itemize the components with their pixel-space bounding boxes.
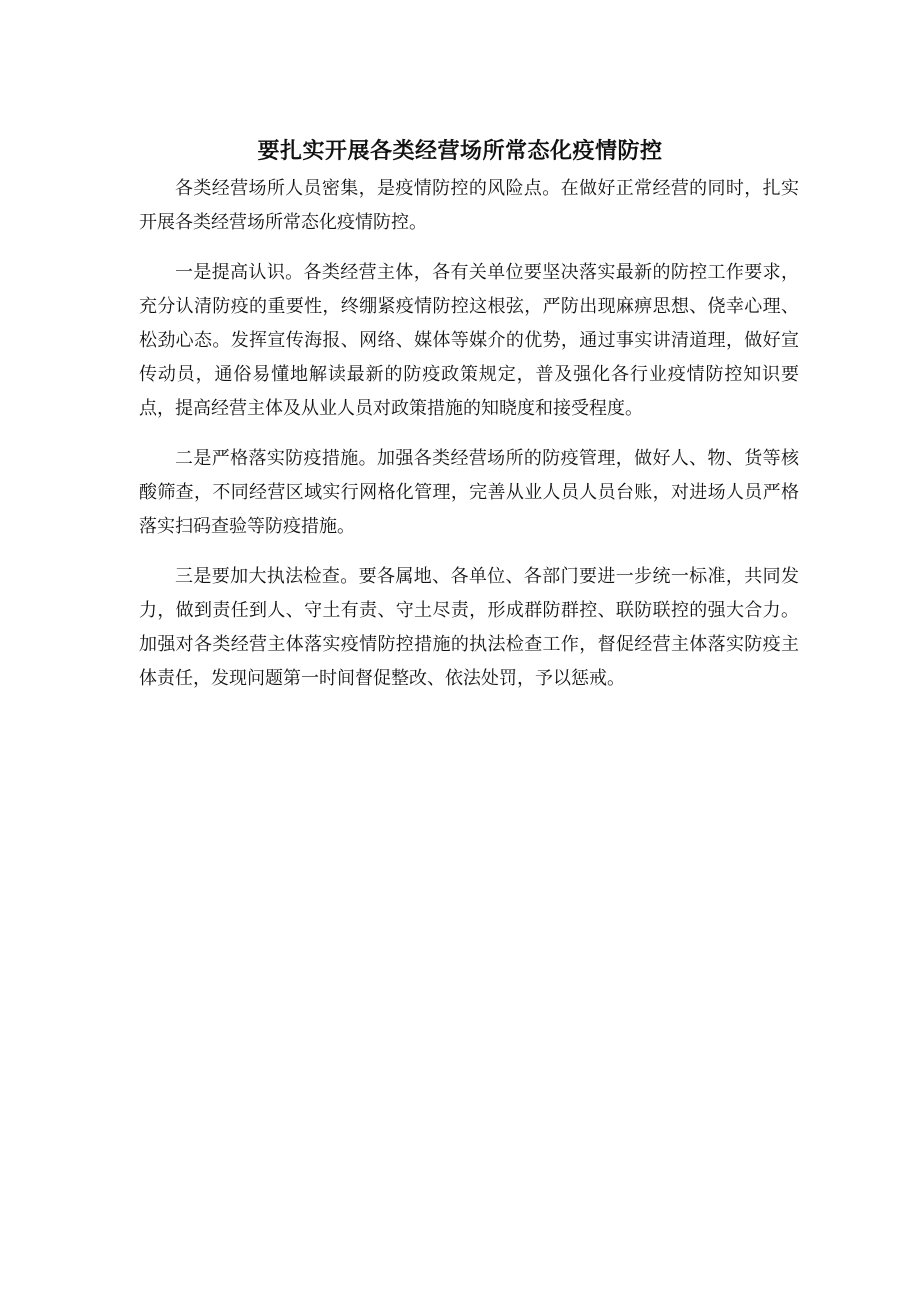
paragraph-point-two: 二是严格落实防疫措施。加强各类经营场所的防疫管理，做好人、物、货等核酸筛查，不同经营区域实行网格化管理，完善从业人员人员台账，对进场人员严格落实扫码查验等防疫措施。 <box>139 448 799 537</box>
paragraph-point-one: 一是提高认识。各类经营主体，各有关单位要坚决落实最新的防控工作要求，充分认清防疫的重要性，终绷紧疫情防控这根弦，严防出现麻痹思想、侥幸心理、松劲心态。发挥宣传海报、网络、媒体等媒介的优势，通过事实讲清道理，做好宣传动员，通俗易懂地解读最新的防疫政策规定，普及强化各行业疫情防控知识要点，提高经营主体及从业人员对政策措施的知晓度和接受程度。 <box>139 262 799 419</box>
paragraph-point-three: 三是要加大执法检查。要各属地、各单位、各部门要进一步统一标准，共同发力，做到责任到人、守土有责、守土尽责，形成群防群控、联防联控的强大合力。加强对各类经营主体落实疫情防控措施的执法检查工作，督促经营主体落实防疫主体责任，发现问题第一时间督促整改、依法处罚，予以惩戒。 <box>139 566 799 689</box>
paragraph-intro: 各类经营场所人员密集，是疫情防控的风险点。在做好正常经营的同时，扎实开展各类经营场所常态化疫情防控。 <box>139 178 799 233</box>
document-body <box>139 172 799 712</box>
document-title: 要扎实开展各类经营场所常态化疫情防控 <box>257 137 663 164</box>
